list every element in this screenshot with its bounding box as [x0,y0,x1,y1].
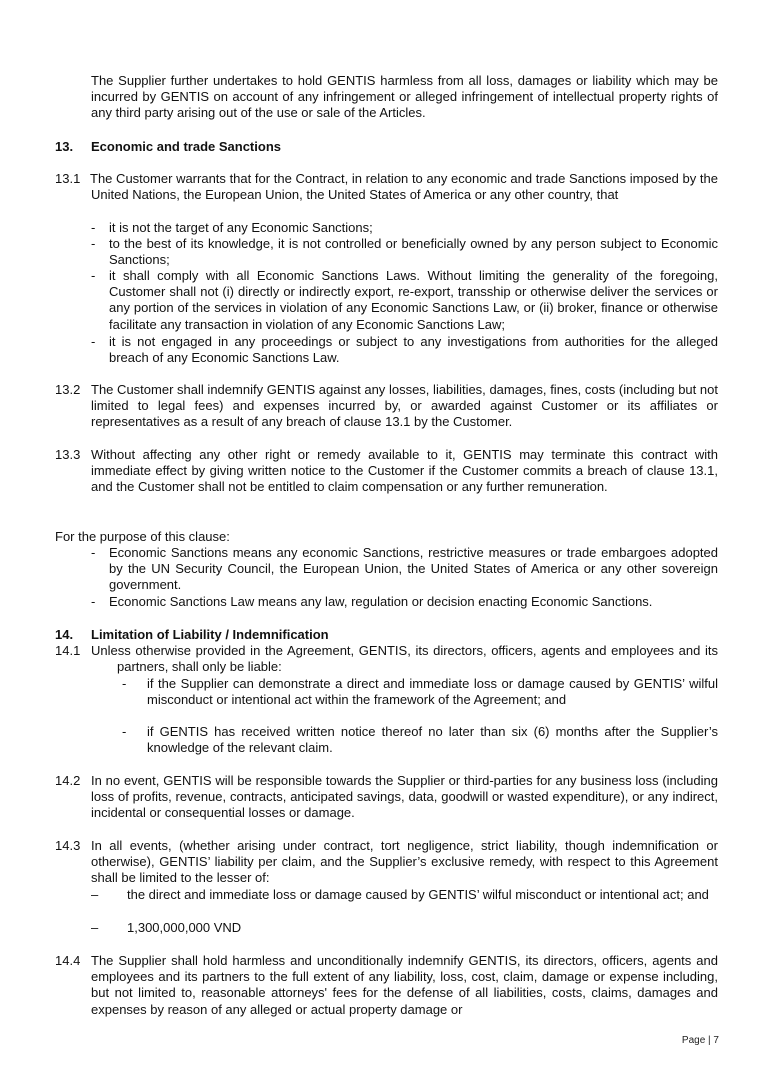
clause-14-4-number: 14.4 [55,953,81,968]
page-number: Page | 7 [681,1035,719,1046]
purpose-item: Economic Sanctions Law means any law, regulation or decision enacting Economic Sanctions. [109,594,653,609]
purpose-lead: For the purpose of this clause: [55,529,230,544]
bullet-dash: - [91,220,96,235]
clause-13-1-text: The Customer warrants that for the Contract, in relation to any economic and trade Sanctions imposed by the United Nations, the European Union, the United States of America or any other country, that [90,171,718,203]
bullet-dash: - [91,594,96,609]
clause-13-1-number: 13.1 [55,171,81,186]
clause-14-1-text: Unless otherwise provided in the Agreement, GENTIS, its directors, officers, agents and employees and its partners, shall only be liable: [91,643,718,675]
section-13-number: 13. [55,139,74,154]
clause-14-2-text: In no event, GENTIS will be responsible towards the Supplier or third-parties for any business loss (including loss of profits, revenue, contracts, anticipated savings, data, goodwill or wasted expenditure), or any indirect, incidental or consequential losses or damage. [91,773,718,821]
clause-13-2-text: The Customer shall indemnify GENTIS against any losses, liabilities, damages, fines, costs (including but not limited to legal fees) and expenses incurred by, or awarded against Customer or its affiliates or representatives as a result of any breach of clause 13.1 by the Customer. [91,382,718,430]
bullet-dash: - [91,545,96,560]
clause-13-3-text: Without affecting any other right or remedy available to it, GENTIS may terminate this contract with immediate effect by giving written notice to the Customer if the Customer commits a breach of clause 13.1, and the Customer shall not be entitled to claim compensation or any further remuneration. [91,447,718,495]
clause-14-3-number: 14.3 [55,838,81,853]
bullet-dash: – [91,887,99,902]
clause-14-1-number: 14.1 [55,643,81,658]
purpose-item: Economic Sanctions means any economic Sanctions, restrictive measures or trade embargoes adopted by the UN Security Council, the European Union, the United States of America or any other sovereign government. [109,545,718,593]
clause-14-3-item: 1,300,000,000 VND [127,920,242,935]
clause-14-4-text: The Supplier shall hold harmless and unconditionally indemnify GENTIS, its directors, officers, agents and employees and its partners to the full extent of any liability, loss, cost, claim, damage or expense including, but not limited to, reasonable attorneys' fees for the defense of all liabilities, costs, claims, damages and expenses by reason of any alleged or actual property damage or [91,953,718,1017]
clause-13-1-item: to the best of its knowledge, it is not controlled or beneficially owned by any person subject to Economic Sanctions; [109,236,718,268]
clause-13-3-number: 13.3 [55,447,81,462]
bullet-dash: - [122,724,127,739]
bullet-dash: – [91,920,99,935]
section-14-number: 14. [55,627,74,642]
clause-13-1-item: it shall comply with all Economic Sanctions Laws. Without limiting the generality of the foregoing, Customer shall not (i) directly or indirectly export, re-export, transship or otherwise deliver the services or any portion of the services in violation of any Economic Sanctions Law, or (ii) broker, finance or otherwise facilitate any transaction in violation of any Economic Sanctions Law; [109,268,718,332]
bullet-dash: - [91,268,96,283]
clause-14-3-item: the direct and immediate loss or damage caused by GENTIS’ wilful misconduct or intentional act; and [127,887,709,902]
clause-13-1-item: it is not the target of any Economic Sanctions; [109,220,373,235]
section-13-title: Economic and trade Sanctions [91,139,281,154]
clause-14-2-number: 14.2 [55,773,81,788]
clause-13-1-item: it is not engaged in any proceedings or subject to any investigations from authorities for the alleged breach of any Economic Sanctions Law. [109,334,718,366]
clause-14-3-text: In all events, (whether arising under contract, tort negligence, strict liability, though indemnification or otherwise), GENTIS’ liability per claim, and the Supplier’s exclusive remedy, with respect to this Agreement shall be limited to the lesser of: [91,838,718,886]
bullet-dash: - [122,676,127,691]
bullet-dash: - [91,334,96,349]
clause-14-1-item: if the Supplier can demonstrate a direct and immediate loss or damage caused by GENTIS’ wilful misconduct or intentional act within the framework of the Agreement; and [147,676,718,708]
section-14-title: Limitation of Liability / Indemnification [91,627,329,642]
bullet-dash: - [91,236,96,251]
intro-paragraph: The Supplier further undertakes to hold GENTIS harmless from all loss, damages or liability which may be incurred by GENTIS on account of any infringement or alleged infringement of intellectual property rights of any third party arising out of the use or sale of the Articles. [91,73,718,121]
clause-14-1-item: if GENTIS has received written notice thereof no later than six (6) months after the Supplier’s knowledge of the relevant claim. [147,724,718,756]
clause-13-2-number: 13.2 [55,382,81,397]
